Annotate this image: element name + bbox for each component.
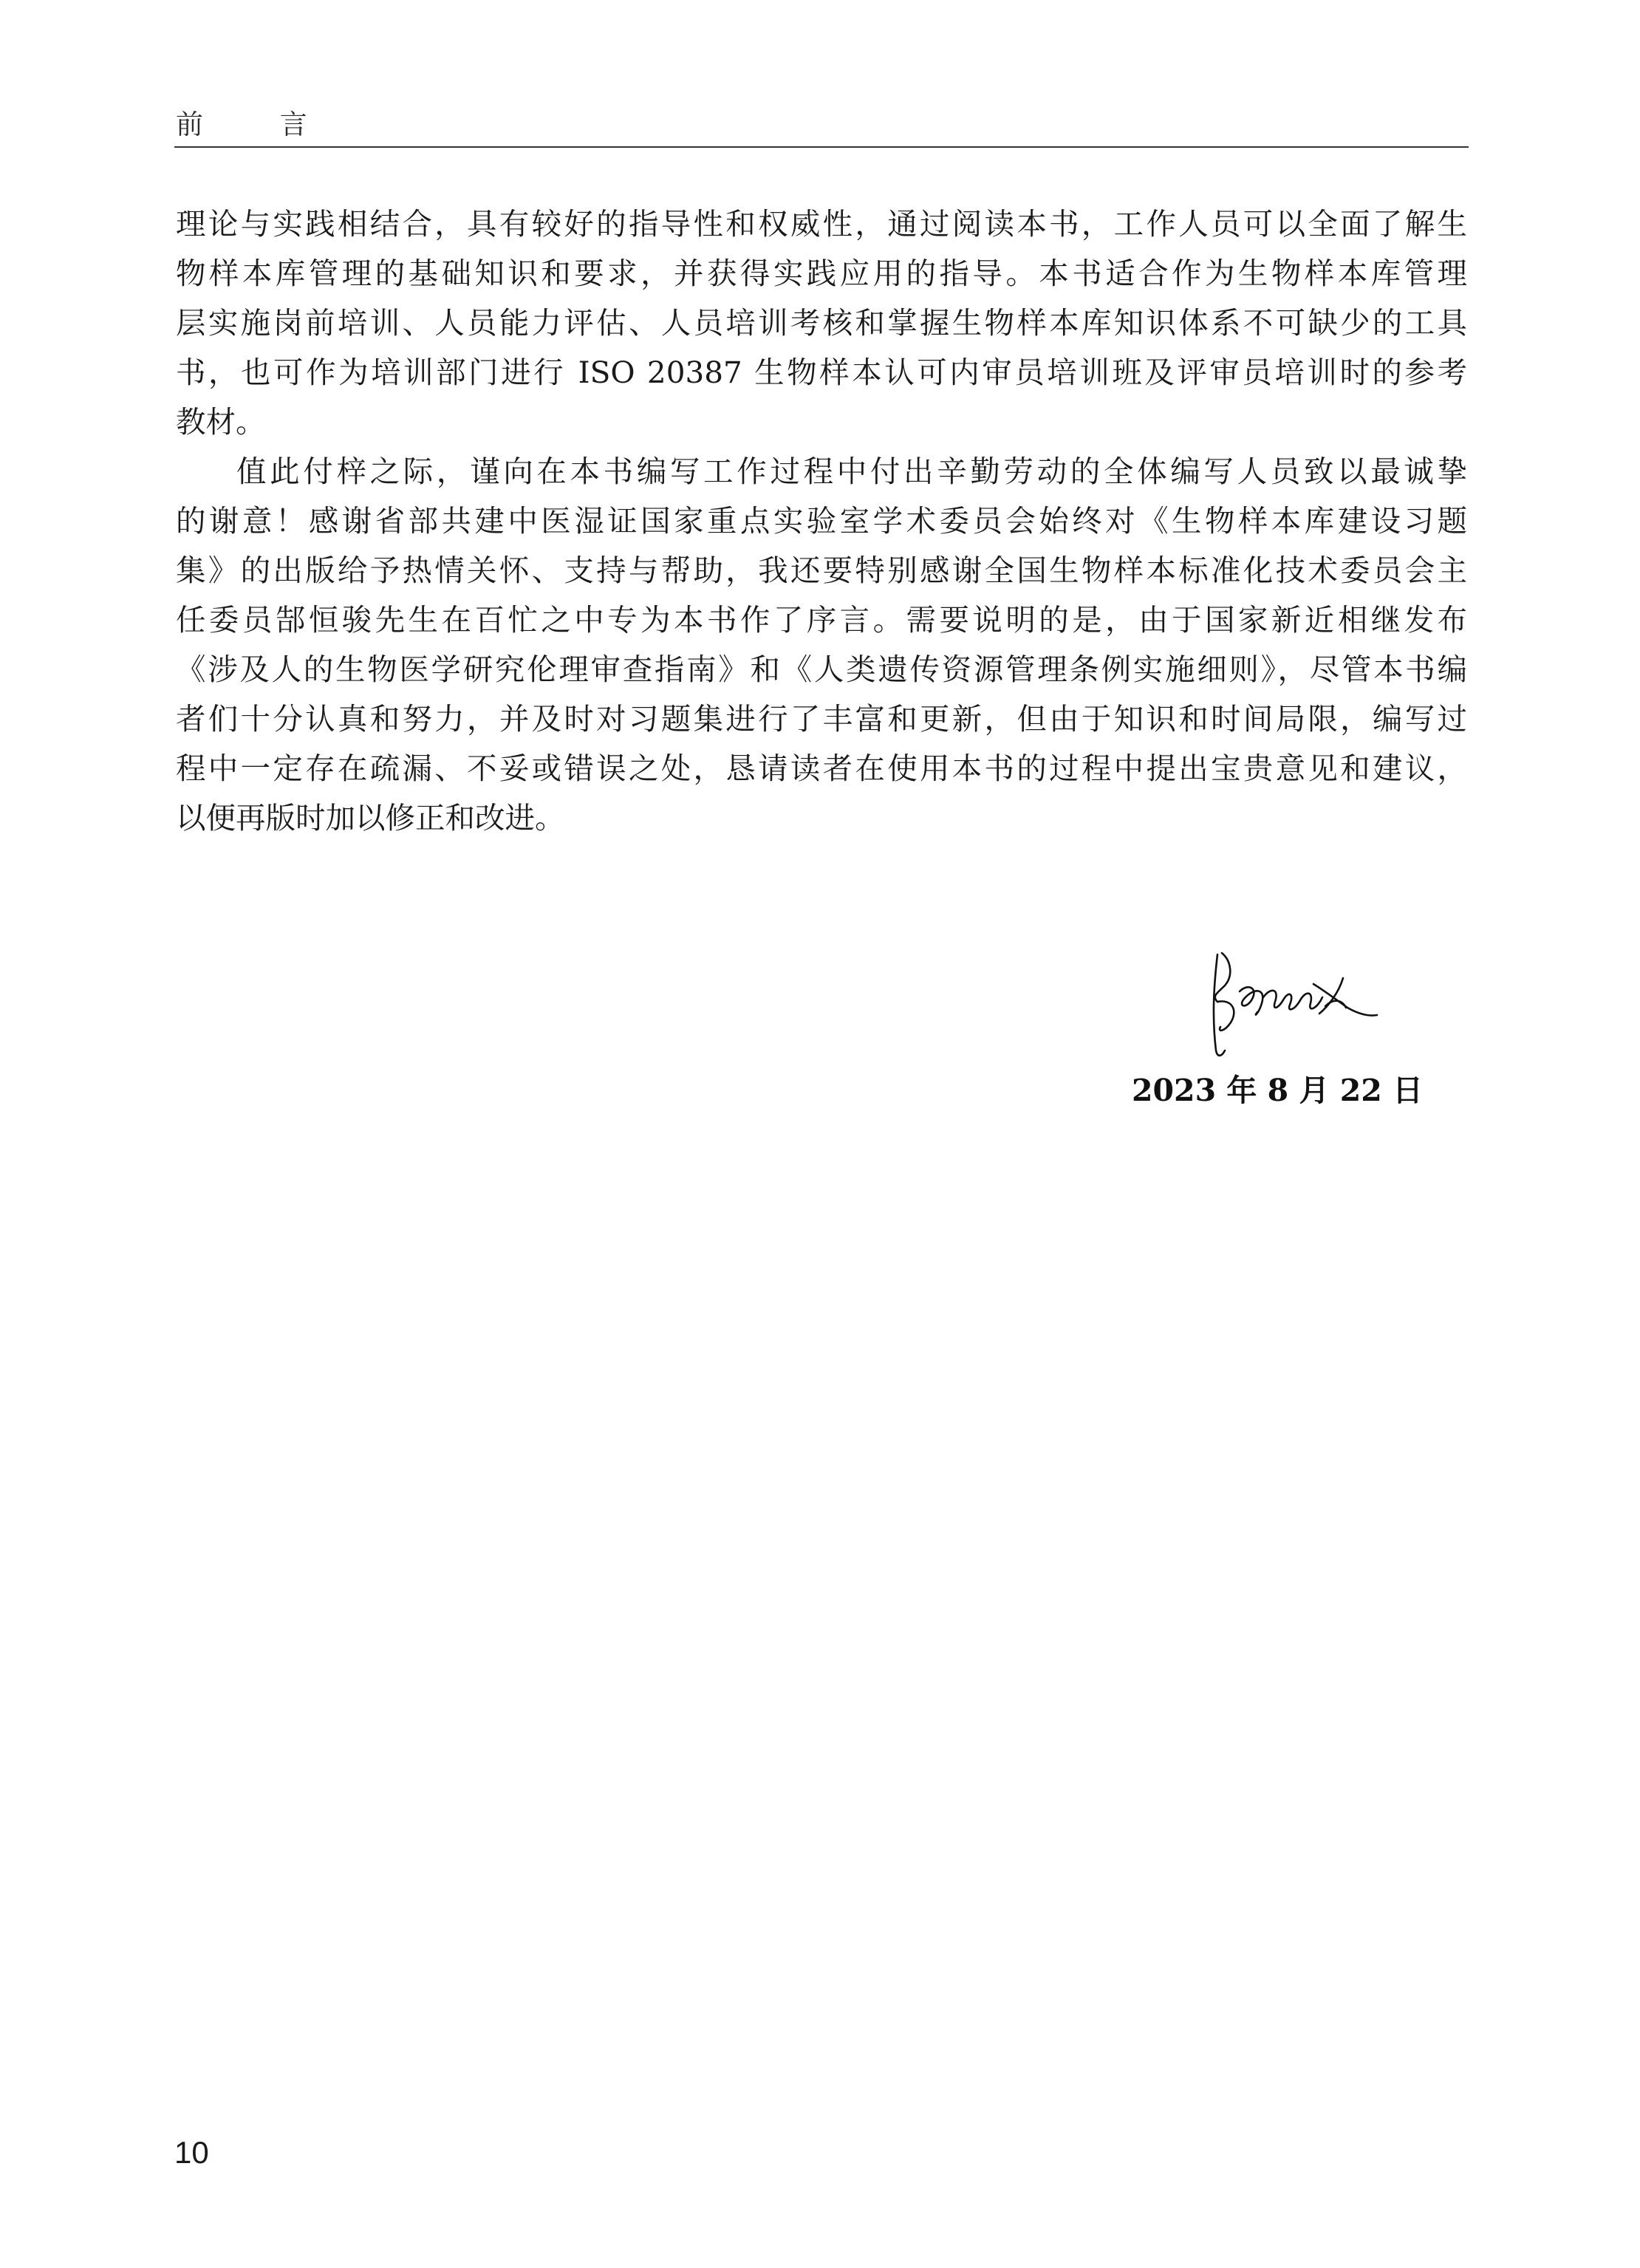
text-line: 物样本库管理的基础知识和要求，并获得实践应用的指导。本书适合作为生物样本库管理 [176,256,1467,291]
text-line: 《涉及人的生物医学研究伦理审查指南》和《人类遗传资源管理条例实施细则》，尽管本书编 [176,652,1467,687]
text-line: 以便再版时加以修正和改进。 [176,800,565,836]
text-line: 者们十分认真和努力，并及时对习题集进行了丰富和更新，但由于知识和时间局限，编写过 [176,701,1467,737]
text-line: 层实施岗前培训、人员能力评估、人员培训考核和掌握生物样本库知识体系不可缺少的工具 [176,305,1467,341]
text-line: 程中一定存在疏漏、不妥或错误之处，恳请读者在使用本书的过程中提出宝贵意见和建议， [176,751,1467,786]
text-line: 的谢意！感谢省部共建中医湿证国家重点实验室学术委员会始终对《生物样本库建设习题 [176,503,1467,539]
paragraph-2 [176,447,1467,843]
text-line: 值此付梓之际，谨向在本书编写工作过程中付出辛勤劳动的全体编写人员致以最诚挚 [236,454,1467,489]
text-line: 教材。 [176,404,266,440]
text-line: 集》的出版给予热情关怀、支持与帮助，我还要特别感谢全国生物样本标准化技术委员会主 [176,553,1467,588]
body-text [176,199,1467,843]
header-rule [174,146,1469,148]
text-line: 任委员郜恒骏先生在百忙之中专为本书作了序言。需要说明的是，由于国家新近相继发布 [176,602,1467,638]
paragraph-1 [176,199,1467,447]
running-head: 前 言 [176,109,341,140]
text-line: 书，也可作为培训部门进行 ISO 20387 生物样本认可内审员培训班及评审员培训时的参考 [176,355,1467,390]
date: 2023 年 8 月 22 日 [1132,1073,1424,1108]
text-line: 理论与实践相结合，具有较好的指导性和权威性，通过阅读本书，工作人员可以全面了解生 [176,206,1467,242]
page-number: 10 [174,2135,209,2170]
handwritten-signature [1195,940,1380,1065]
